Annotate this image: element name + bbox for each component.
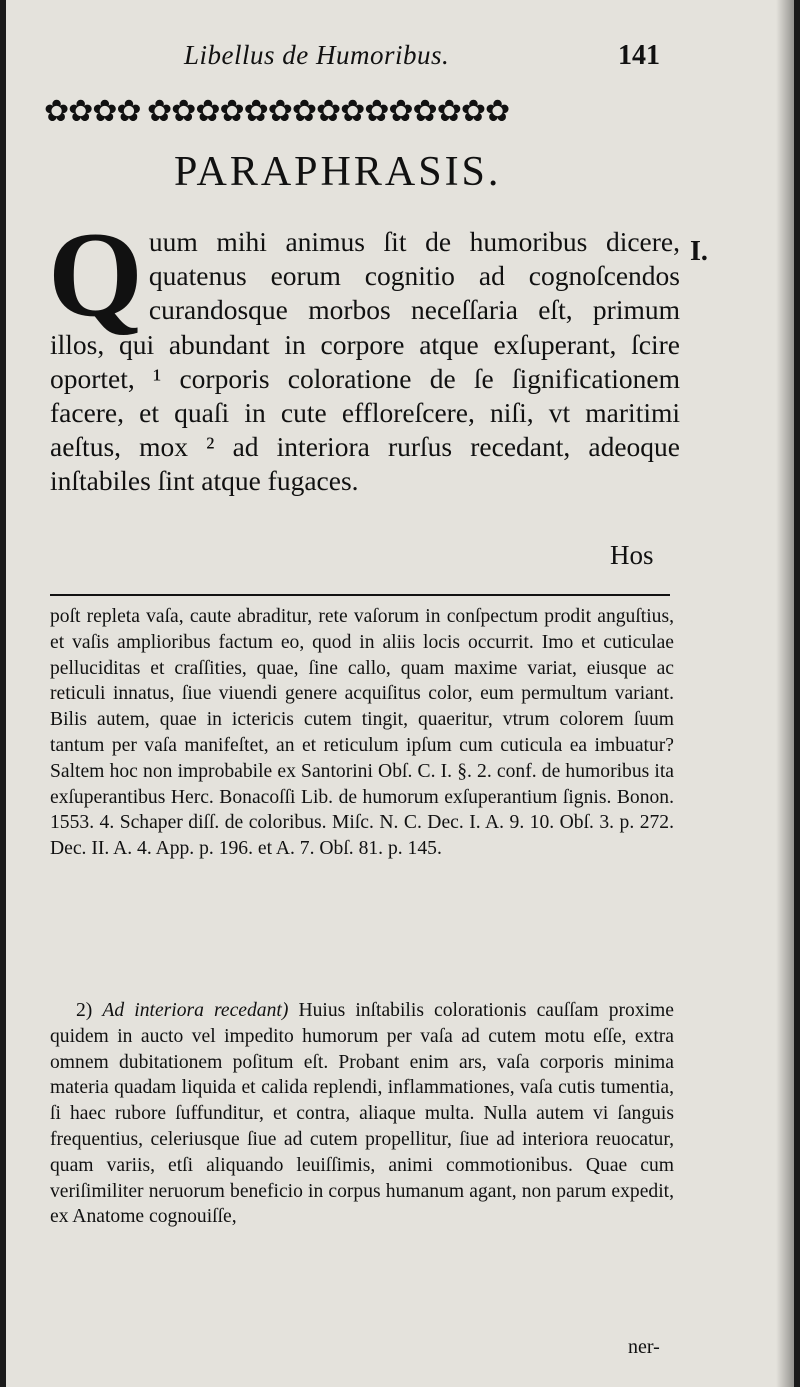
footnote-rule	[50, 594, 670, 596]
catchword-bottom: ner-	[628, 1336, 660, 1358]
paraphrase-block	[48, 207, 680, 499]
footnote-2	[50, 998, 674, 1230]
catchword: Hos	[610, 540, 654, 570]
marginal-number: I.	[690, 236, 708, 267]
footnote-2-label: Ad interiora recedant)	[102, 1000, 289, 1021]
running-title: Libellus de Humoribus.	[184, 40, 450, 70]
paraphrase-text: uum mihi animus ſit de humoribus dicere, quatenus eorum cognitio ad cognoſcendos curandosque morbos neceſſaria eſt, primum illos, qui abundant in corpore atque exſuperant, ſcire oportet, ¹ corporis coloratione de ſe ſignificationem facere, et quaſi in cute effloreſcere, niſi, vt maritimi aeſtus, mox ² ad interiora rurſus recedant, adeoque inſtabiles ſint atque fugaces.	[50, 226, 680, 497]
page-number: 141	[618, 40, 660, 71]
book-page	[6, 0, 794, 1387]
page-header	[6, 40, 794, 80]
section-title: PARAPHRASIS.	[174, 149, 502, 195]
ornament-band: ✿✿✿✿ ✿✿✿✿✿✿✿✿✿✿✿✿✿✿✿	[44, 97, 510, 127]
footnote-2-marker: 2)	[76, 1000, 93, 1021]
drop-cap: Q	[48, 207, 143, 342]
footnote-2-text: Huius inſtabilis colorationis cauſſam proxime quidem in aucto vel impedito humorum per vaſa ad cutem motu eſſe, extra omnem dubitationem poſitum eſt. Probant enim ars, vaſa corporis minima materia quadam liquida et calida replendi, inflammationes, vaſa cutis tumentia, ſi haec rubore ſuffunditur, et contra, aliaque multa. Nulla autem vi ſanguis frequentius, celeriusque ſiue ad cutem propellitur, ſiue ad interiora reuocatur, quam variis, etſi aliquando leuiſſimis, animi commotionibus. Quae cum veriſimiliter neruorum beneficio in corpus humanum agant, non parum expedit, ex Anatome cognouiſſe,	[50, 1000, 674, 1228]
footnote-1: poſt repleta vaſa, caute abraditur, rete vaſorum in conſpectum prodit anguſtius, et vaſis amplioribus factum eo, quod in aliis locis occurrit. Imo et cuticulae pelluciditas et craſſities, quae, ſine callo, quam maxime variat, eiusque ac reticuli innatus, ſiue viuendi genere acquiſitus color, eum permultum variant. Bilis autem, quae in ictericis cutem tingit, quaeritur, vtrum colorem ſuum tantum per vaſa manifeſtet, an et reticulum ipſum cum cuticula ea imbuatur? Saltem hoc non improbabile ex Santorini Obſ. C. I. §. 2. conf. de humoribus ita exſuperantibus Herc. Bonacoſſi Lib. de humorum exſuperantium ſignis. Bonon. 1553. 4. Schaper diſſ. de coloribus. Miſc. N. C. Dec. I. A. 9. 10. Obſ. 3. p. 272. Dec. II. A. 4. App. p. 196. et A. 7. Obſ. 81. p. 145.	[50, 606, 674, 860]
